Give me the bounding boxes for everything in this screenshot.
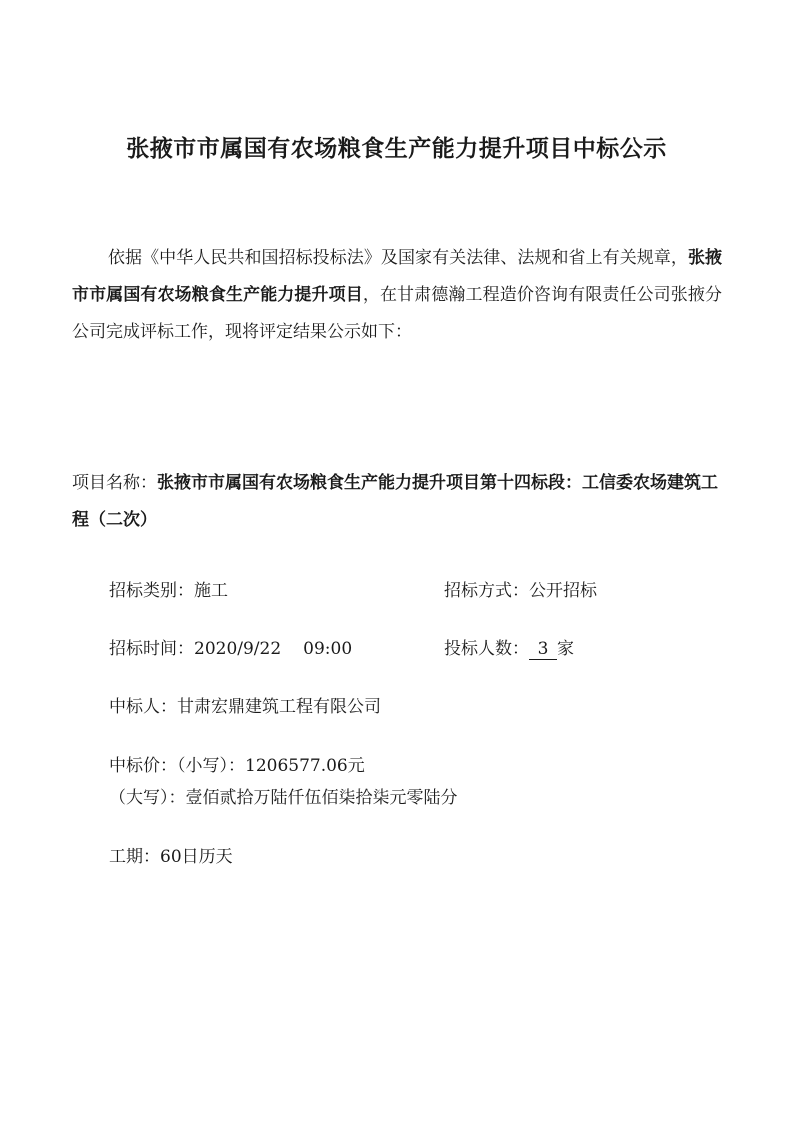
page-title: 张掖市市属国有农场粮食生产能力提升项目中标公示 bbox=[126, 136, 667, 162]
price-small-row bbox=[109, 753, 365, 779]
winner-row bbox=[109, 694, 381, 720]
bid-time-date: 2020/9/22 bbox=[194, 639, 282, 659]
duration-row bbox=[109, 844, 233, 870]
price-label: 中标价： bbox=[109, 756, 177, 776]
bidders-row bbox=[444, 636, 574, 662]
intro-text-part2: ，在甘肃德瀚工程造价咨询有限责任公司张掖分公司完成评标工作，现将评定结果公示如下： bbox=[72, 285, 723, 342]
bid-method-label: 招标方式： bbox=[444, 581, 529, 601]
intro-project-name: 张掖市市属国有农场粮食生产能力提升项目 bbox=[72, 248, 723, 305]
bid-category-label: 招标类别： bbox=[109, 581, 194, 601]
duration-value: 60日历天 bbox=[160, 847, 233, 867]
bidders-count: 3 bbox=[529, 639, 557, 660]
bidders-label: 投标人数： bbox=[444, 639, 529, 659]
project-name-block bbox=[72, 465, 722, 539]
bid-time-row bbox=[109, 636, 352, 662]
intro-paragraph bbox=[72, 240, 722, 351]
winner-label: 中标人： bbox=[109, 697, 177, 717]
price-small-label: （小写）： bbox=[177, 756, 245, 776]
bid-method-value: 公开招标 bbox=[529, 581, 597, 601]
price-small-value: 1206577.06元 bbox=[245, 756, 365, 776]
bid-category-row bbox=[109, 578, 228, 604]
price-large-label: （大写）： bbox=[109, 788, 186, 808]
intro-text-part1: 依据《中华人民共和国招标投标法》及国家有关法律、法规和省上有关规章， bbox=[108, 248, 688, 268]
bid-category-value: 施工 bbox=[194, 581, 228, 601]
project-name-value: 张掖市市属国有农场粮食生产能力提升项目第十四标段：工信委农场建筑工程（二次） bbox=[72, 473, 718, 530]
bid-time-time: 09:00 bbox=[303, 639, 353, 659]
bidders-unit: 家 bbox=[557, 639, 574, 659]
duration-label: 工期： bbox=[109, 847, 160, 867]
price-large-row bbox=[109, 785, 458, 811]
project-name-label: 项目名称： bbox=[72, 473, 157, 493]
bid-time-label: 招标时间： bbox=[109, 639, 194, 659]
price-large-value: 壹佰贰拾万陆仟伍佰柒拾柒元零陆分 bbox=[185, 788, 458, 808]
winner-value: 甘肃宏鼎建筑工程有限公司 bbox=[177, 697, 381, 717]
bid-method-row bbox=[444, 578, 597, 604]
